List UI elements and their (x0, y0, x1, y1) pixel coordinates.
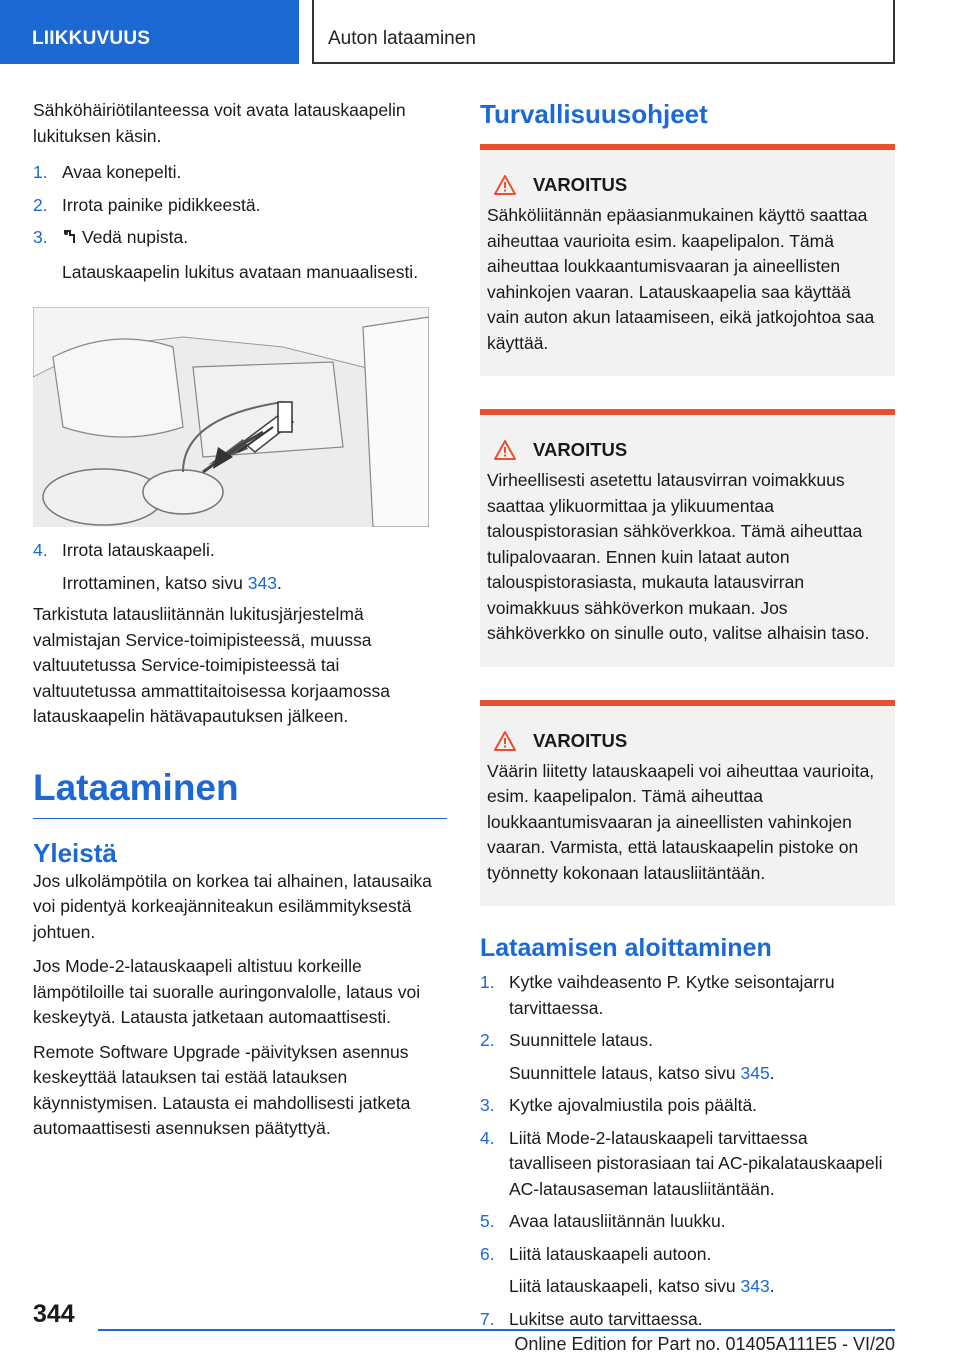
list-item: 3. Kytke ajovalmiustila pois päältä. (480, 1095, 758, 1115)
list-item: 5. Avaa latausliitännän luukku. (480, 1211, 726, 1231)
warning-text: Virheellisesti asetettu latausvirran voimakkuus saattaa ylikuormittaa ja ylikuumentaa talouspistorasian sähköverkkoa. Tämä aiheuttaa tulipalovaaran. Ennen kuin lataat auton talouspistorasiasta, mukauta latausvirran voimakkuus sähköverkon mukaan. Jos sähköverkko on sinulle outo, valitse alhaisin taso. (487, 470, 870, 643)
warning-text: Sähköliitännän epäasianmukainen käyttö saattaa aiheuttaa vaurioita esim. kaapelipalon. Tämä aiheuttaa loukkaantumisvaaran ja aineellisten vahinkojen vaaran. Latauskaapelia saa käyttää vain auton akun lataamiseen, eikä jatkojohtoa saa käyttää. (487, 205, 875, 353)
warning-text: Väärin liitetty latauskaapeli voi aiheuttaa vaurioita, esim. kaapelipalon. Tämä aiheuttaa loukkaantumisvaaran ja aineellisten vahinkojen vaaran. Varmista, että latauskaapelin pistoke on työnnetty kokonaan latausliitäntään. (487, 760, 875, 883)
warning-icon (493, 439, 517, 461)
warning-title: VAROITUS (533, 729, 628, 751)
list-item: 3. Vedä nupista. Latauskaapelin lukitus avataan manuaalisesti. (33, 227, 419, 282)
edition-note: Online Edition for Part no. 01405A111E5 - VI/20 (514, 1334, 895, 1354)
page-number: 344 (33, 1300, 75, 1328)
intro-paragraph: Sähköhäiriötilanteessa voit avata latauskaapelin lukituksen käsin. (33, 100, 406, 146)
warning-box (480, 700, 895, 907)
paragraph: Remote Software Upgrade -päivityksen asennus keskeyttää latauksen tai estää latauksen käynnistymisen. Latausta ei mahdollisesti jatketa automaattisesti asennuksen päätyttyä. (33, 1041, 411, 1138)
list-item: 4. Irrota latauskaapeli. Irrottaminen, katso sivu 343. (33, 540, 282, 593)
release-steps (33, 160, 447, 285)
release-steps-cont (33, 538, 447, 596)
list-item: 2. Suunnittele lataus. Suunnittele lataus, katso sivu 345. (480, 1030, 775, 1083)
right-column (480, 98, 895, 1332)
warning-title: VAROITUS (533, 174, 628, 195)
paragraph: Jos Mode-2-latauskaapeli altistuu korkeille lämpötiloille tai suoralle auringonvalolle, lataus voi keskeytyä. Latausta jatketaan automaattisesti. (33, 956, 421, 1027)
page-link[interactable]: 345 (740, 1062, 770, 1083)
warning-icon (493, 174, 517, 196)
paragraph: Jos ulkolämpötila on korkea tai alhainen, latausaika voi pidentyä korkeajänniteakun esilämmityksestä johtuen. (33, 870, 432, 942)
warning-box (480, 144, 895, 376)
list-item: 2. Irrota painike pidikkeestä. (33, 194, 261, 215)
warning-title: VAROITUS (533, 439, 628, 460)
list-item: 1. Kytke vaihdeasento P. Kytke seisontajarru tarvittaessa. (480, 972, 835, 1018)
warning-box (480, 409, 895, 667)
after-paragraph: Tarkistuta latausliitännän lukitusjärjestelmä valmistajan Service-toimipisteessä, muussa valtuutetussa Service-toimipisteessä tai valtuutetussa ammattitaitoisessa korjaamossa latauskaapelin hätävapautuksen jälkeen. (33, 604, 390, 726)
page-link[interactable]: 343 (247, 572, 277, 593)
pull-handle-icon (62, 227, 82, 253)
section-tab[interactable]: LIIKKUVUUS (0, 0, 299, 64)
page-link[interactable]: 343 (740, 1276, 770, 1296)
subsection-heading: Lataamisen aloittaminen (480, 934, 772, 962)
list-item: 7. Lukitse auto tarvittaessa. (480, 1308, 703, 1329)
list-item: 6. Liitä latauskaapeli autoon. Liitä latauskaapeli, katso sivu 343. (480, 1243, 775, 1296)
page-title: Auton lataaminen (312, 0, 895, 64)
footer-divider (98, 1329, 895, 1331)
safety-heading: Turvallisuusohjeet (480, 99, 708, 129)
left-column (33, 98, 447, 1142)
list-item: 1. Avaa konepelti. (33, 162, 182, 182)
warning-icon (493, 730, 517, 752)
subsection-heading: Yleistä (33, 837, 117, 868)
section-heading: Lataaminen (33, 766, 447, 819)
charging-steps (480, 970, 895, 1332)
engine-bay-illustration (33, 307, 429, 527)
list-item: 4. Liitä Mode-2-latauskaapeli tarvittaessa tavalliseen pistorasiaan tai AC-pikalatauskaapeli AC-latausaseman latausliitäntään. (480, 1127, 883, 1199)
